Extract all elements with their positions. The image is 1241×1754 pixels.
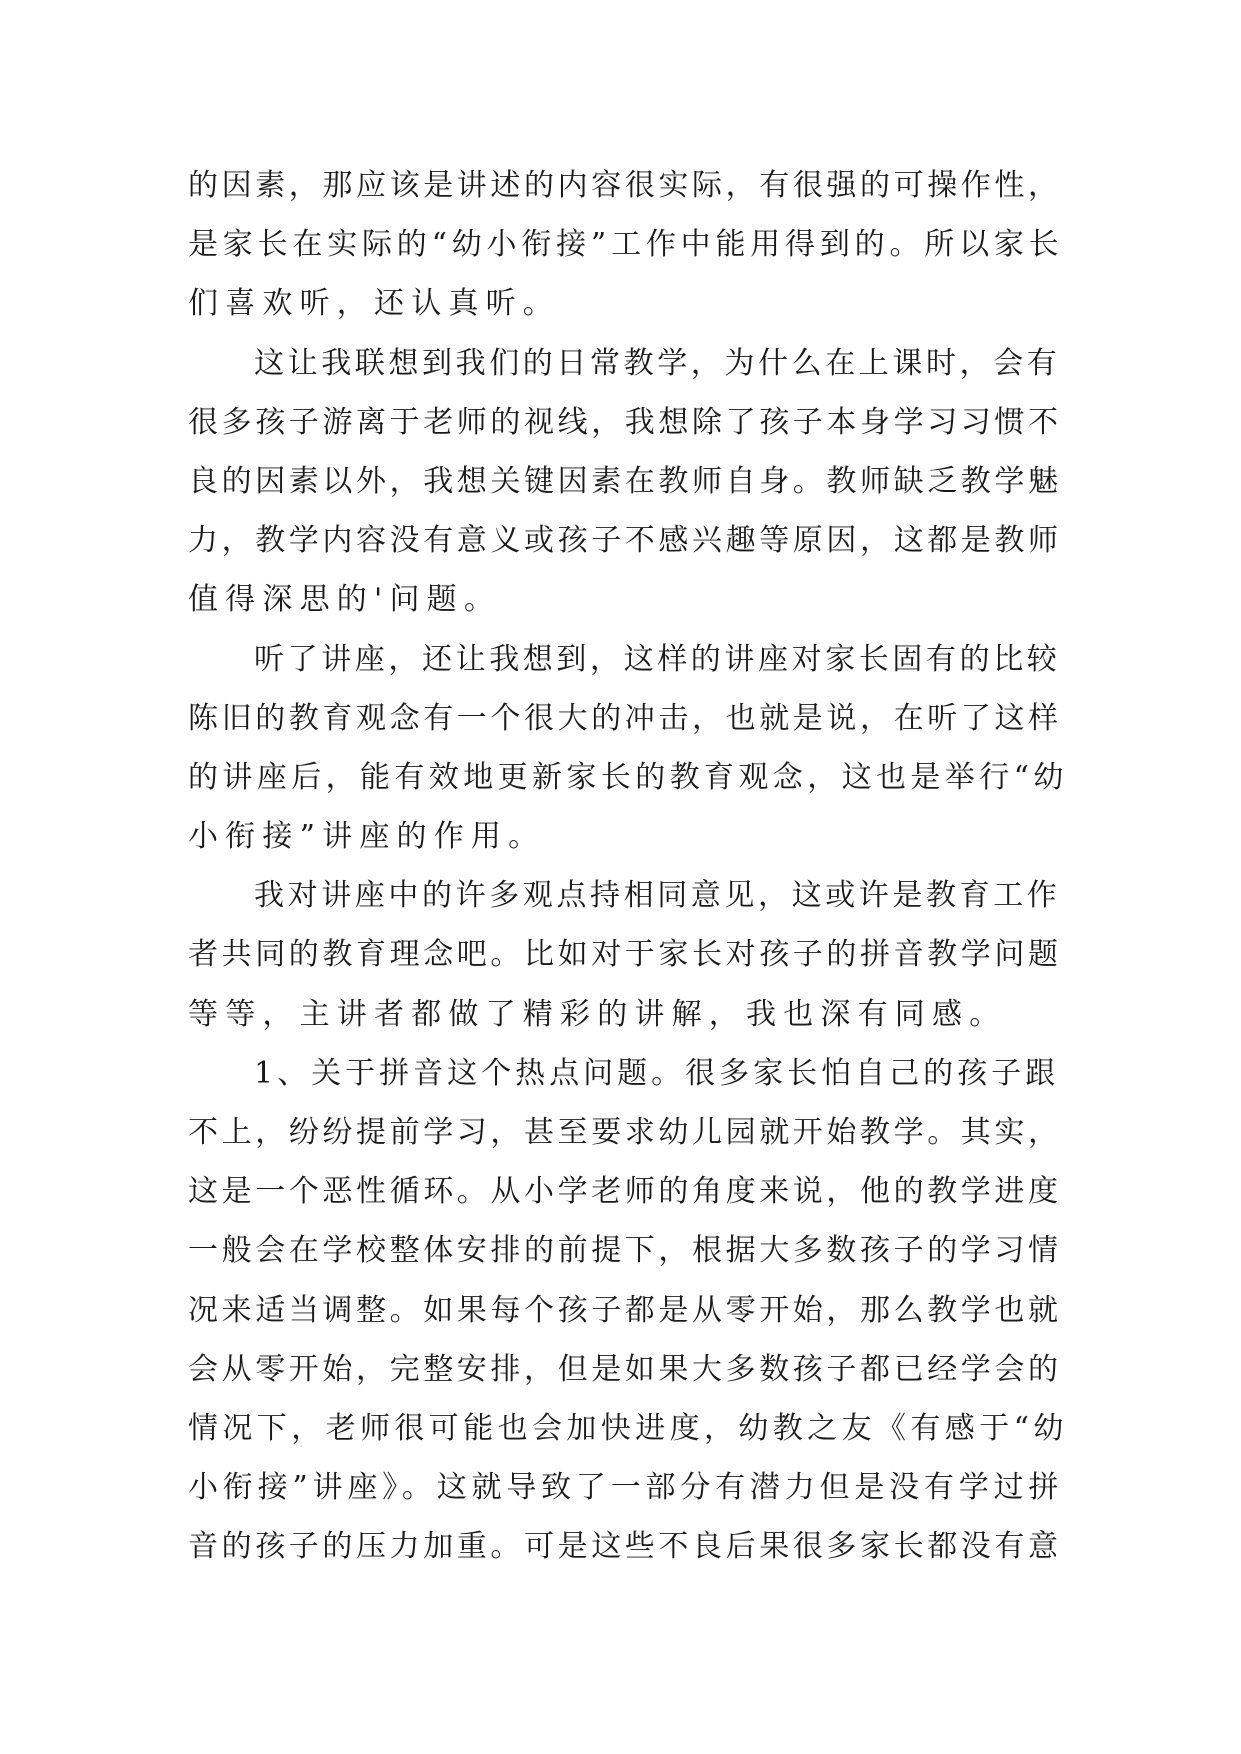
text-line: 很多孩子游离于老师的视线，我想除了孩子本身学习习惯不	[188, 404, 1062, 440]
text-line: 音的孩子的压力加重。可是这些不良后果很多家长都没有意	[188, 1529, 1062, 1565]
text-line: 听了讲座，还让我想到，这样的讲座对家长固有的比较	[254, 641, 1061, 677]
text-line: 等等，主讲者都做了精彩的讲解，我也深有同感。	[188, 996, 1007, 1032]
text-line: 情况下，老师很可能也会加快进度，幼教之友《有感于“幼	[188, 1410, 1068, 1446]
text-line: 是家长在实际的“幼小衔接”工作中能用得到的。所以家长	[188, 227, 1064, 263]
text-line: 陈旧的教育观念有一个很大的冲击，也就是说，在听了这样	[188, 700, 1062, 736]
text-line: 这让我联想到我们的日常教学，为什么在上课时，会有	[254, 345, 1061, 381]
text-line: 不上，纷纷提前学习，甚至要求幼儿园就开始教学。其实，	[188, 1115, 1062, 1150]
document-body	[188, 156, 1068, 1577]
text-line: 会从零开始，完整安排，但是如果大多数孩子都已经学会的	[188, 1351, 1062, 1387]
text-line: 小衔接”讲座》。这就导致了一部分有潜力但是没有学过拼	[188, 1470, 1064, 1506]
text-line: 1、关于拼音这个热点问题。很多家长怕自己的孩子跟	[254, 1055, 1060, 1091]
text-line: 良的因素以外，我想关键因素在教师自身。教师缺乏教学魅	[188, 463, 1062, 499]
text-line: 力，教学内容没有意义或孩子不感兴趣等原因，这都是教师	[188, 523, 1062, 559]
text-line: 者共同的教育理念吧。比如对于家长对孩子的拼音教学问题	[188, 937, 1062, 973]
text-line: 小衔接”讲座的作用。	[188, 819, 546, 855]
text-line: 我对讲座中的许多观点持相同意见，这或许是教育工作	[254, 878, 1061, 914]
text-line: 的因素，那应该是讲述的内容很实际，有很强的可操作性，	[188, 168, 1062, 203]
text-line: 们喜欢听，还认真听。	[188, 286, 560, 322]
text-line: 这是一个恶性循环。从小学老师的角度来说，他的教学进度	[188, 1174, 1062, 1210]
text-line: 一般会在学校整体安排的前提下，根据大多数孩子的学习情	[188, 1233, 1062, 1269]
text-line: 值得深思的'问题。	[188, 582, 502, 618]
text-line: 的讲座后，能有效地更新家长的教育观念，这也是举行“幼	[188, 759, 1068, 795]
text-line: 况来适当调整。如果每个孩子都是从零开始，那么教学也就	[188, 1292, 1062, 1328]
